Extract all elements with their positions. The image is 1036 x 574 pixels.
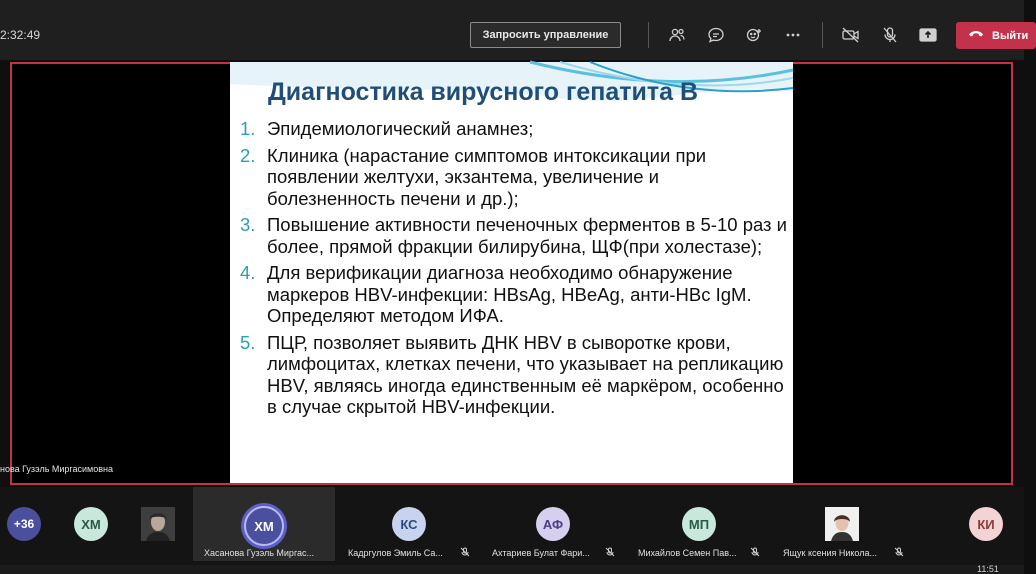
phone-hangup-icon [968, 29, 984, 42]
speaking-participant-avatar[interactable]: ХМ [244, 506, 284, 546]
participant-avatar[interactable]: ХМ [74, 507, 108, 541]
list-item-text: Для верификации диагноза необходимо обнаружение маркеров HBV-инфекции: HBsAg, HBeAg, анти-HBc IgM. Определяют методом ИФА. [267, 262, 752, 326]
participant-avatar[interactable]: АФ [536, 507, 570, 541]
slide-title: Диагностика вирусного гепатита В [268, 78, 699, 106]
list-item [240, 118, 788, 140]
presentation-slide [230, 62, 793, 483]
camera-off-icon[interactable] [838, 22, 864, 48]
list-item-number: 4. [240, 262, 256, 283]
list-item-number: 1. [240, 118, 256, 139]
list-item [240, 332, 788, 418]
list-item-number: 5. [240, 331, 256, 353]
participants-overflow-button[interactable]: +36 [7, 507, 41, 541]
people-icon[interactable] [664, 22, 690, 48]
participant-avatar[interactable]: КС [392, 507, 426, 541]
list-item-text: Клиника (нарастание симптомов интоксикации при появлении желтухи, экзантема, увеличение и болезненность печени и др.); [267, 144, 707, 209]
more-icon[interactable] [780, 22, 806, 48]
mic-off-icon [605, 547, 615, 560]
list-item [240, 145, 788, 210]
participant-photo-avatar[interactable] [141, 507, 175, 541]
participant-name: Ящук ксения Никола... [783, 548, 877, 558]
presenter-name-label: нова Гузэль Миргасимовна [0, 464, 113, 474]
slide-list [240, 118, 788, 423]
taskbar-clock: 11:51 [977, 564, 999, 574]
participant-name: Ахтариев Булат Фари... [492, 548, 590, 558]
share-icon[interactable] [915, 22, 941, 48]
participant-avatar[interactable]: МП [682, 507, 716, 541]
chat-icon[interactable] [703, 22, 729, 48]
reactions-icon[interactable] [741, 22, 767, 48]
leave-button[interactable] [956, 22, 1036, 49]
leave-label: Выйти [992, 29, 1029, 42]
os-taskbar [0, 565, 1024, 574]
participant-name: Кадргулов Эмиль Са... [348, 548, 443, 558]
mic-off-icon [750, 547, 760, 560]
list-item-text: Эпидемиологический анамнез; [267, 118, 534, 139]
mic-off-icon [894, 547, 904, 560]
toolbar-divider [822, 22, 823, 48]
request-control-button[interactable]: Запросить управление [470, 22, 621, 48]
call-timer: 2:32:49 [0, 28, 41, 42]
mic-off-icon[interactable] [877, 22, 903, 48]
participant-avatar[interactable]: КИ [969, 507, 1003, 541]
list-item-text: ПЦР, позволяет выявить ДНК HBV в сыворотке крови, лимфоцитах, клетках печени, что указывает на репликацию HBV, являясь иногда единственным её маркёром, особенно в случае скрытой HBV-инфекции. [267, 331, 784, 417]
participant-name: Михайлов Семен Пав... [638, 548, 737, 558]
list-item [240, 262, 788, 327]
participant-photo-avatar[interactable] [825, 507, 859, 541]
participant-name: Хасанова Гузэль Миргас... [204, 548, 315, 558]
list-item-number: 2. [240, 144, 256, 166]
list-item [240, 214, 788, 257]
list-item-text: Повышение активности печеночных ферментов в 5-10 раз и более, прямой фракции билирубина, ЩФ(при холестазе); [267, 214, 788, 257]
mic-off-icon [460, 547, 470, 560]
list-item-number: 3. [240, 214, 256, 235]
toolbar-divider [648, 22, 649, 48]
